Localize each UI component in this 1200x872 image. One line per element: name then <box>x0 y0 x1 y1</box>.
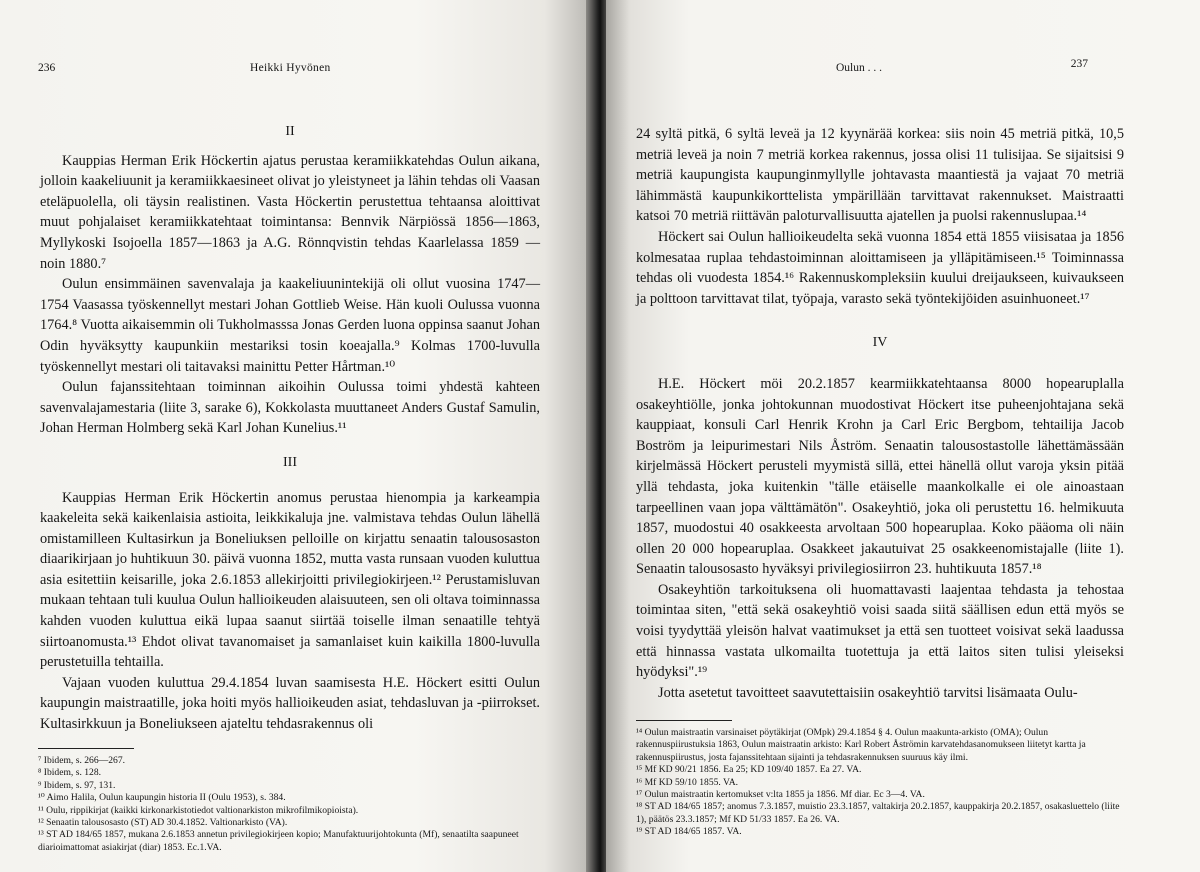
page-number: 236 <box>38 62 56 74</box>
paragraph: Oulun ensimmäinen savenvalaja ja kaakeliuunintekijä oli ollut vuosina 1747—1754 Vaasassa työskennellyt mestari Johan Gottlieb Weise. Hän kuoli Oulussa vuonna 1764.⁸ Vuotta aikaisemmin oli Tukholmasssa Jonas Gerden luona oppinsa saanut Johan Odin hyväksytty kaupunkiin mestariksi tosin koeajalla.⁹ Kolmas 1700-luvulla työskennellyt mestari oli taitavaksi mainittu Petter Hårtman.¹⁰ <box>40 276 540 375</box>
running-head: Heikki Hyvönen <box>250 62 331 74</box>
footnote: ¹⁰ Aimo Halila, Oulun kaupungin historia II (Oulu 1953), s. 384. <box>38 792 286 804</box>
section-heading: II <box>285 124 295 139</box>
paragraph: Jotta asetetut tavoitteet saavutettaisiin osakeyhtiö tarvitsi lisämaata Oulu- <box>658 684 1078 701</box>
paragraph: 24 syltä pitkä, 6 syltä leveä ja 12 kyynärää korkea: siis noin 45 metriä pitkä, 10,5 metriä leveä ja noin 7 metriä korkea rakennus, jossa olisi 11 tulisijaa. Se sijaitsisi 9 metriä kaupungista kaupunginmyllylle johtavasta maantiestä ja vajaat 70 metriä lähimmästä kaupunkikorttelista ympärillään tarvittavat rakennukset. Maistraatti katsoi 70 metriä riittävän paloturvallisuutta ajatellen ja puolsi rakennuslupaa.¹⁴ <box>636 126 1124 225</box>
paragraph: Vajaan vuoden kuluttua 29.4.1854 luvan saamisesta H.E. Höckert esitti Oulun kaupungin maistraatille, joka hoiti myös hallioikeuden asiat, tehdasluvan ja -piirrokset. Kultasirkkuun ja Boneliukseen ajateltu tehdasrakennus oli <box>40 674 540 733</box>
paragraph: Osakeyhtiön tarkoituksena oli huomattavasti laajentaa tehdasta ja tehostaa toimintaa siten, "että sekä osakeyhtiö voisi saada siitä säällisen edun että myös se voisi tyydyttää yleisön halvat vaatimukset ja että sen tuotteet voisivat sekä laadussa että hinnassa vastata ulkomailta tuotettuja ja että laitos siten tulisi yleiseksi hyödyksi".¹⁹ <box>636 581 1124 681</box>
footnote: ¹⁴ Oulun maistraatin varsinaiset pöytäkirjat (OMpk) 29.4.1854 § 4. Oulun maakunta-arkisto (OMA); Oulun rakennuspiirustuksia 1863, Oulun maistraatin arkisto: Karl Robert Åströmin karvatehdasanomukseen liitetyt kartta ja rakennuspiirustus, josta fajanssitehtaan sijainti ja tehdasrakennuksen suuruus käy ilmi. <box>636 727 1086 763</box>
section-heading: III <box>283 454 297 470</box>
left-page <box>0 0 592 872</box>
footnote: ¹⁸ ST AD 184/65 1857; anomus 7.3.1857, muistio 23.3.1857, valtakirja 20.2.1857, kauppakirja 20.2.1857, osakasluettelo (liite 1), päätös 23.3.1857; Mf KD 51/33 1857. Ea 26. VA. <box>636 801 1120 825</box>
footnote: ⁷ Ibidem, s. 266—267. <box>38 755 126 766</box>
paragraph: Oulun fajanssitehtaan toiminnan aikoihin Oulussa toimi yhdestä kahteen savenvalajamestaria (liite 3, sarake 6), Kokkolasta muuttaneet Anders Gustaf Samulin, Johan Herman Holmberg sekä Karl Johan Kunelius.¹¹ <box>40 379 540 437</box>
footnotes <box>38 748 538 854</box>
paragraph: H.E. Höckert möi 20.2.1857 kearmiikkatehtaansa 8000 hopearuplalla osakeyhtiölle, jonka johtokunnan muodostivat Höckert itse puheenjohtajana sekä kauppiaat, konsuli Carl Henrik Krohn ja Carl Eric Bergbom, tehtailija Jacob Boström ja leipurimestari Nils Åström. Senaatin talousostastolle lähettämässään kirjelmässä Höckert perusteli myymistä sillä, ettei hänellä ollut varoja yksin pitää yllä tehdasta, joka kuitenkin "tälle etäiselle maankolkalle ei ole ainoastaan tarpeellinen vaan jopa välttämätön". Osakeyhtiö, joka oli perustettu 16. helmikuuta 1857, muodostui 40 osakkeesta arvoltaan 500 hopearuplaa. Koko pääoma oli näin ollen 20 000 hopearuplaa. Osakkeet jakautuivat 25 osakkeenomistajalle (liite 1). Senaatin talousosasto hyväksyi privilegiosiirron 23. huhtikuuta 1857.¹⁸ <box>636 375 1124 578</box>
page-number: 237 <box>1070 58 1088 70</box>
footnote: ¹⁵ Mf KD 90/21 1856. Ea 25; KD 109/40 1857. Ea 27. VA. <box>636 764 862 776</box>
right-page <box>606 0 1200 872</box>
section-heading: IV <box>872 335 888 351</box>
footnote-rule <box>38 748 134 749</box>
footnote-rule <box>636 720 732 721</box>
footnote: ⁸ Ibidem, s. 128. <box>38 767 102 779</box>
paragraph: Kauppias Herman Erik Höckertin anomus perustaa hienompia ja karkeampia kaakeleita sekä kaikenlaisia astioita, leikkikaluja jne. valmistava tehdas Oulun lähellä omistamilleen Kultasirkun ja Boneliuksen pelloille on kirjattu senaatin talousosaston diaarikirjaan jo huhtikuun 30. päivä vuonna 1852, mutta vasta runsaan vuoden kuluttua asia esitettiin keisarille, joka 2.6.1853 allekirjoitti privilegiokirjeen.¹² Perustamisluvan mukaan tehtaan tuli kuulua Oulun hallioikeuden alaisuuteen, sen oli oltava toiminnassa kahden vuoden kuluttua eikä lupaa saanut siirtää toiselle ilman senaatille tehtyä siirtoanomusta.¹³ Ehdot olivat tavanomaiset ja samanlaiset kuin kaikilla 1800-luvulla perustetuilla tehtailla. <box>40 489 540 671</box>
running-head: Oulun . . . <box>836 62 882 74</box>
footnote: ⁹ Ibidem, s. 97, 131. <box>38 779 116 791</box>
footnote: ¹⁹ ST AD 184/65 1857. VA. <box>636 826 742 838</box>
footnote: ¹⁷ Oulun maistraatin kertomukset v:lta 1855 ja 1856. Mf diar. Ec 3—4. VA. <box>636 789 925 801</box>
footnote: ¹² Senaatin talousosasto (ST) AD 30.4.1852. Valtionarkisto (VA). <box>38 817 288 829</box>
main-text <box>40 124 540 735</box>
paragraph: Kauppias Herman Erik Höckertin ajatus perustaa keramiikkatehdas Oulun aikana, jolloin kaakeliuunit ja keramiikkaesineet olivat jo yleistyneet ja lähin tehdas oli Vaasan eteläpuolella, oli täysin realistinen. Vasta Höckertin perustettua tehtaansa aloittivat muut pohjalaiset keramiikkatehtaat toimintansa: Bennvik Närpiössä 1856—1863, Myllykoski Isojoella 1857—1863 ja A.G. Rönnqvistin tehdas Kaarlelassa 1859 — noin 1880.⁷ <box>40 152 540 272</box>
footnote: ¹⁶ Mf KD 59/10 1855. VA. <box>636 776 739 788</box>
main-text <box>636 124 1124 703</box>
paragraph: Höckert sai Oulun hallioikeudelta sekä vuonna 1854 että 1855 viisisataa ja 1856 kolmesataa ruplaa tehdastoiminnan aloittamiseen ja ylläpitämiseen.¹⁵ Toiminnassa tehdas oli vuodesta 1854.¹⁶ Rakennuskompleksiin kuului dreijaukseen, kuivaukseen ja polttoon tarvittavat tilat, työpaja, varasto sekä työntekijöiden asuinhuoneet.¹⁷ <box>636 228 1124 307</box>
footnote: ¹³ ST AD 184/65 1857, mukana 2.6.1853 annetun privilegiokirjeen kopio; Manufaktuurijohtokunta (Mf), senaatilta saapuneet diarioimattomat asiakirjat (diar) 1853. Ec.1.VA. <box>38 829 519 853</box>
footnotes <box>636 720 1124 839</box>
footnote: ¹¹ Oulu, rippikirjat (kaikki kirkonarkistotiedot valtionarkiston mikrofilmikopioista). <box>38 804 359 816</box>
